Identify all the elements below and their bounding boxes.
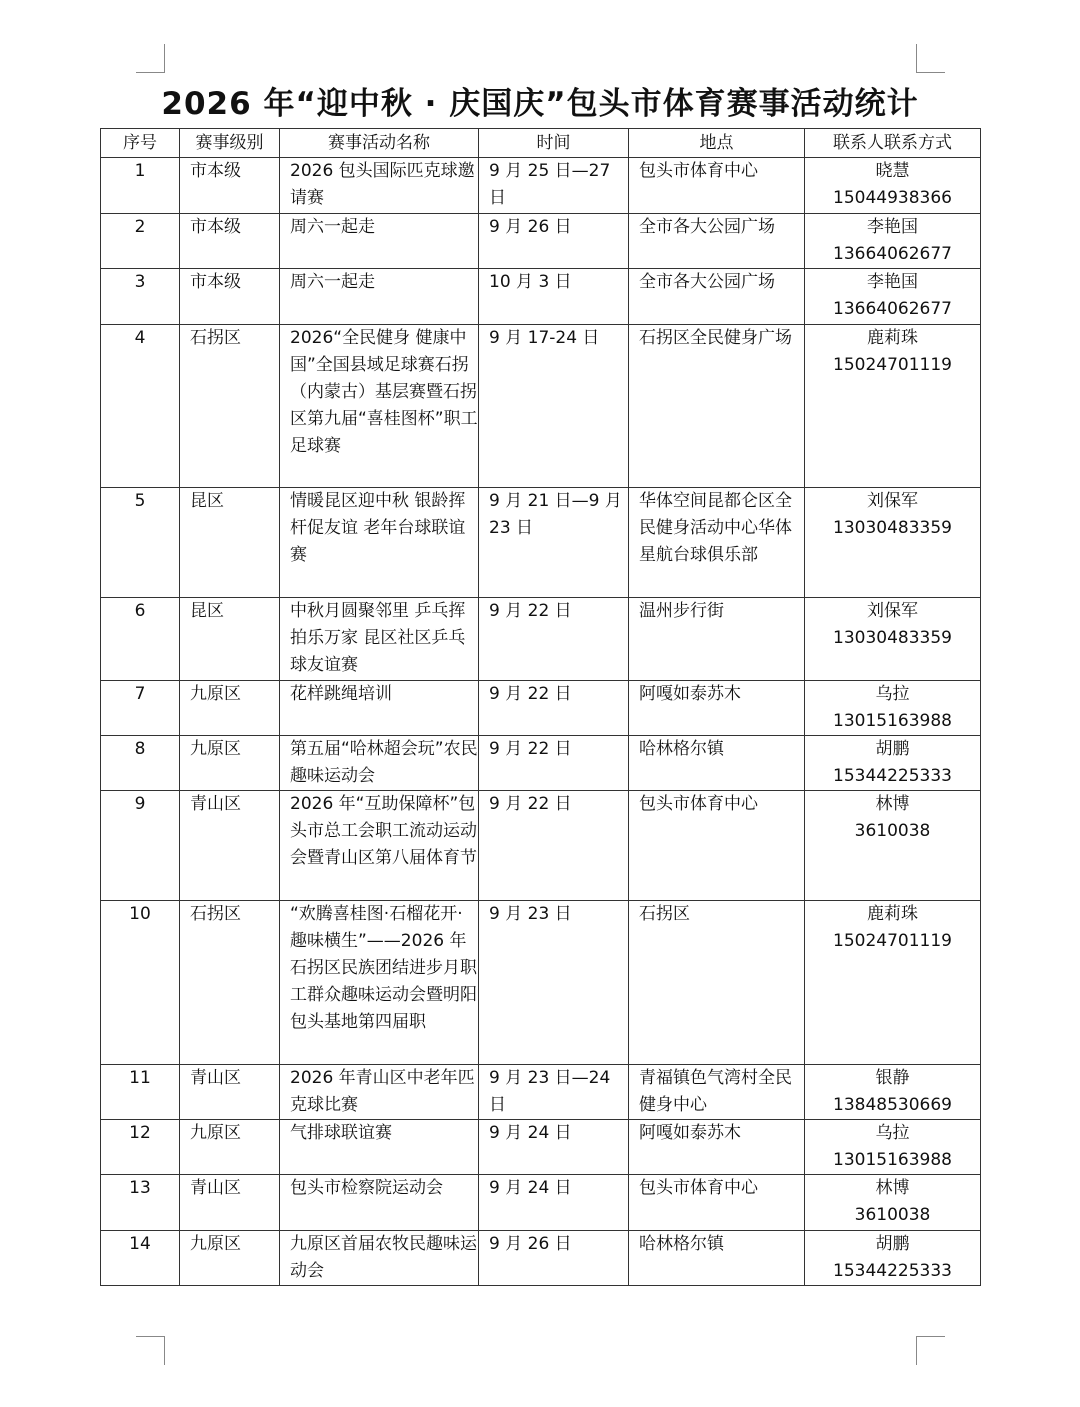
event-name: 周六一起走 [280, 214, 479, 269]
contact-phone: 13030483359 [833, 518, 952, 538]
event-place: 包头市体育中心 [629, 791, 805, 901]
contact-name: 乌拉 [875, 684, 910, 704]
table-header-row [101, 129, 981, 158]
contact-phone: 13664062677 [833, 244, 952, 264]
contact-cell [805, 325, 981, 488]
contact-name: 鹿莉珠 [867, 904, 918, 924]
event-time: 9 月 22 日 [479, 598, 629, 681]
event-name: “欢腾喜桂图·石榴花开·趣味横生”——2026 年石拐区民族团结进步月职工群众趣味运动会暨明阳包头基地第四届职 [280, 901, 479, 1065]
event-name: 情暖昆区迎中秋 银龄挥杆促友谊 老年台球联谊赛 [280, 488, 479, 598]
header-no: 序号 [101, 129, 180, 158]
contact-phone: 15344225333 [833, 766, 952, 786]
table-row [101, 325, 981, 488]
table-row [101, 681, 981, 736]
contact-name: 刘保军 [867, 491, 918, 511]
event-time: 9 月 25 日—27 日 [479, 158, 629, 214]
event-level: 青山区 [180, 1175, 280, 1231]
contact-name: 胡鹏 [875, 739, 910, 759]
event-place: 全市各大公园广场 [629, 214, 805, 269]
contact-cell [805, 214, 981, 269]
header-time: 时间 [479, 129, 629, 158]
header-place: 地点 [629, 129, 805, 158]
event-time: 10 月 3 日 [479, 269, 629, 325]
contact-phone: 13030483359 [833, 628, 952, 648]
contact-cell [805, 736, 981, 791]
event-name: 气排球联谊赛 [280, 1120, 479, 1175]
row-number: 12 [101, 1120, 180, 1175]
contact-cell [805, 1175, 981, 1231]
table-row [101, 598, 981, 681]
contact-phone: 13848530669 [833, 1095, 952, 1115]
table-row [101, 1231, 981, 1286]
event-time: 9 月 24 日 [479, 1120, 629, 1175]
event-time: 9 月 22 日 [479, 791, 629, 901]
contact-cell [805, 1065, 981, 1120]
event-place: 石拐区 [629, 901, 805, 1065]
event-table [100, 128, 981, 1286]
contact-name: 李艳国 [867, 217, 918, 237]
event-time: 9 月 17-24 日 [479, 325, 629, 488]
row-number: 10 [101, 901, 180, 1065]
row-number: 6 [101, 598, 180, 681]
contact-phone: 13015163988 [833, 1150, 952, 1170]
event-level: 九原区 [180, 1231, 280, 1286]
event-place: 阿嘎如泰苏木 [629, 681, 805, 736]
table-row [101, 269, 981, 325]
crop-mark-bottom-left [136, 1336, 165, 1365]
event-level: 青山区 [180, 1065, 280, 1120]
table-row [101, 791, 981, 901]
event-name: 包头市检察院运动会 [280, 1175, 479, 1231]
contact-cell [805, 269, 981, 325]
event-place: 哈林格尔镇 [629, 1231, 805, 1286]
event-place: 青福镇色气湾村全民健身中心 [629, 1065, 805, 1120]
contact-name: 李艳国 [867, 272, 918, 292]
row-number: 8 [101, 736, 180, 791]
event-place: 包头市体育中心 [629, 158, 805, 214]
contact-name: 鹿莉珠 [867, 328, 918, 348]
event-time: 9 月 22 日 [479, 736, 629, 791]
event-name: 中秋月圆聚邻里 乒乓挥拍乐万家 昆区社区乒乓球友谊赛 [280, 598, 479, 681]
contact-cell [805, 488, 981, 598]
event-level: 市本级 [180, 269, 280, 325]
page-title: 2026 年“迎中秋 · 庆国庆”包头市体育赛事活动统计 [161, 86, 919, 122]
row-number: 13 [101, 1175, 180, 1231]
table-row [101, 736, 981, 791]
event-time: 9 月 26 日 [479, 1231, 629, 1286]
event-level: 九原区 [180, 736, 280, 791]
event-place: 包头市体育中心 [629, 1175, 805, 1231]
event-time: 9 月 24 日 [479, 1175, 629, 1231]
event-name: 2026 包头国际匹克球邀请赛 [280, 158, 479, 214]
event-time: 9 月 23 日 [479, 901, 629, 1065]
event-place: 阿嘎如泰苏木 [629, 1120, 805, 1175]
event-level: 市本级 [180, 214, 280, 269]
event-level: 市本级 [180, 158, 280, 214]
table-row [101, 1175, 981, 1231]
contact-cell [805, 1120, 981, 1175]
event-level: 九原区 [180, 681, 280, 736]
event-name: 2026 年“互助保障杯”包头市总工会职工流动运动会暨青山区第八届体育节 [280, 791, 479, 901]
table-row [101, 158, 981, 214]
header-level: 赛事级别 [180, 129, 280, 158]
contact-name: 林博 [875, 794, 910, 814]
table-row [101, 1120, 981, 1175]
crop-mark-bottom-right [916, 1336, 945, 1365]
table-row [101, 214, 981, 269]
header-name: 赛事活动名称 [280, 129, 479, 158]
row-number: 1 [101, 158, 180, 214]
contact-cell [805, 901, 981, 1065]
row-number: 5 [101, 488, 180, 598]
contact-phone: 13015163988 [833, 711, 952, 731]
event-time: 9 月 22 日 [479, 681, 629, 736]
row-number: 14 [101, 1231, 180, 1286]
event-name: 九原区首届农牧民趣味运动会 [280, 1231, 479, 1286]
contact-cell [805, 791, 981, 901]
row-number: 7 [101, 681, 180, 736]
event-place: 全市各大公园广场 [629, 269, 805, 325]
contact-cell [805, 158, 981, 214]
table-row [101, 488, 981, 598]
contact-cell [805, 1231, 981, 1286]
event-level: 石拐区 [180, 901, 280, 1065]
contact-name: 晓慧 [875, 161, 910, 181]
contact-cell [805, 598, 981, 681]
contact-phone: 3610038 [854, 1205, 931, 1225]
event-name: 第五届“哈林超会玩”农民趣味运动会 [280, 736, 479, 791]
row-number: 11 [101, 1065, 180, 1120]
contact-phone: 15044938366 [833, 188, 952, 208]
event-place: 石拐区全民健身广场 [629, 325, 805, 488]
event-level: 昆区 [180, 488, 280, 598]
event-level: 昆区 [180, 598, 280, 681]
table-row [101, 901, 981, 1065]
event-place: 温州步行街 [629, 598, 805, 681]
event-place: 哈林格尔镇 [629, 736, 805, 791]
row-number: 2 [101, 214, 180, 269]
contact-phone: 15024701119 [833, 931, 952, 951]
contact-name: 银静 [875, 1068, 910, 1088]
event-level: 石拐区 [180, 325, 280, 488]
contact-phone: 15344225333 [833, 1261, 952, 1281]
contact-name: 林博 [875, 1178, 910, 1198]
contact-phone: 3610038 [854, 821, 931, 841]
contact-name: 刘保军 [867, 601, 918, 621]
event-level: 青山区 [180, 791, 280, 901]
event-name: 2026“全民健身 健康中国”全国县域足球赛石拐（内蒙古）基层赛暨石拐区第九届“喜桂图杯”职工足球赛 [280, 325, 479, 488]
contact-phone: 15024701119 [833, 355, 952, 375]
crop-mark-top-left [136, 44, 165, 73]
event-name: 花样跳绳培训 [280, 681, 479, 736]
event-time: 9 月 26 日 [479, 214, 629, 269]
event-time: 9 月 21 日—9 月 23 日 [479, 488, 629, 598]
header-contact: 联系人联系方式 [805, 129, 981, 158]
event-name: 周六一起走 [280, 269, 479, 325]
contact-phone: 13664062677 [833, 299, 952, 319]
row-number: 4 [101, 325, 180, 488]
contact-name: 胡鹏 [875, 1234, 910, 1254]
row-number: 3 [101, 269, 180, 325]
contact-name: 乌拉 [875, 1123, 910, 1143]
table-row [101, 1065, 981, 1120]
contact-cell [805, 681, 981, 736]
event-place: 华体空间昆都仑区全民健身活动中心华体星航台球俱乐部 [629, 488, 805, 598]
event-time: 9 月 23 日—24 日 [479, 1065, 629, 1120]
crop-mark-top-right [916, 44, 945, 73]
event-name: 2026 年青山区中老年匹克球比赛 [280, 1065, 479, 1120]
row-number: 9 [101, 791, 180, 901]
event-level: 九原区 [180, 1120, 280, 1175]
